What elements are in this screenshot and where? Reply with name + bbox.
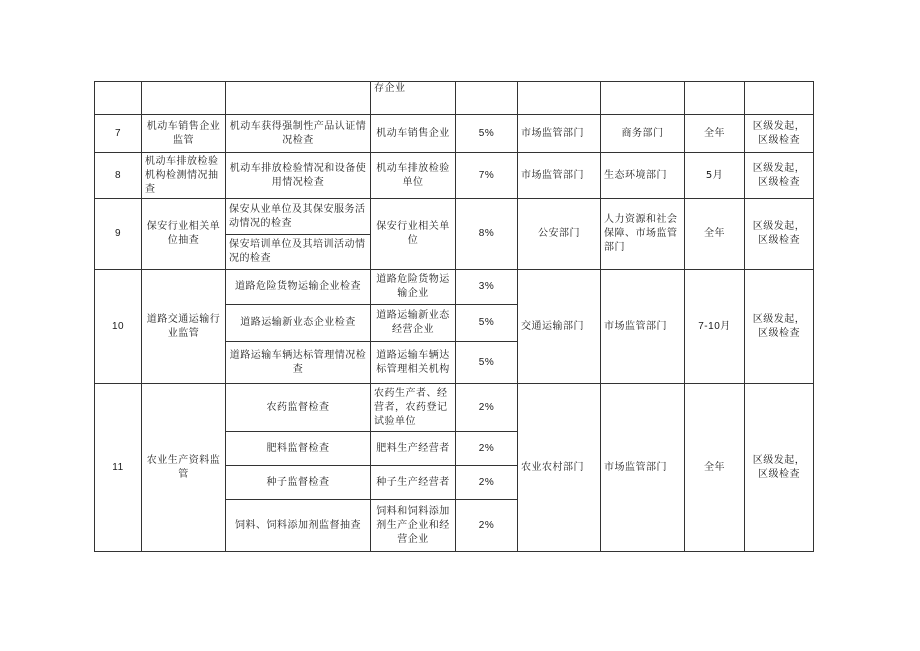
cell-target: 饲料和饲料添加剂生产企业和经营企业	[371, 500, 456, 552]
cell-ratio: 2%	[456, 500, 518, 552]
cell-target: 机动车排放检验单位	[371, 153, 456, 199]
cell-ratio: 2%	[456, 432, 518, 466]
cell-ratio: 5%	[456, 342, 518, 384]
cell-ratio: 7%	[456, 153, 518, 199]
cell-target: 道路运输车辆达标管理相关机构	[371, 342, 456, 384]
cell-partner: 商务部门	[601, 115, 685, 153]
table-row-continued	[95, 82, 814, 115]
table-row-9	[95, 199, 814, 235]
cell-target: 保安行业相关单位	[371, 199, 456, 270]
cell-partner	[601, 82, 685, 115]
cell-item: 保安行业相关单位抽查	[142, 199, 226, 270]
cell-target: 农药生产者、经营者，农药登记试验单位	[371, 384, 456, 432]
cell-lead	[518, 82, 601, 115]
cell-content: 道路运输车辆达标管理情况检查	[226, 342, 371, 384]
cell-no: 11	[95, 384, 142, 552]
cell-ratio: 3%	[456, 270, 518, 305]
cell-target: 道路危险货物运输企业	[371, 270, 456, 305]
cell-content: 农药监督检查	[226, 384, 371, 432]
cell-lead: 市场监管部门	[518, 153, 601, 199]
cell-item: 机动车销售企业监管	[142, 115, 226, 153]
table-row-7	[95, 115, 814, 153]
cell-time: 5月	[685, 153, 745, 199]
cell-target: 机动车销售企业	[371, 115, 456, 153]
cell-partner: 生态环境部门	[601, 153, 685, 199]
cell-time: 全年	[685, 115, 745, 153]
cell-lead: 市场监管部门	[518, 115, 601, 153]
cell-target: 种子生产经营者	[371, 466, 456, 500]
table-row-10	[95, 270, 814, 305]
cell-content: 机动车获得强制性产品认证情况检查	[226, 115, 371, 153]
cell-content: 肥料监督检查	[226, 432, 371, 466]
cell-mode: 区级发起，区级检查	[745, 384, 814, 552]
inspection-schedule-table	[94, 81, 814, 552]
cell-no: 8	[95, 153, 142, 199]
cell-content: 道路运输新业态企业检查	[226, 305, 371, 342]
cell-item	[142, 82, 226, 115]
cell-ratio: 5%	[456, 305, 518, 342]
cell-content: 饲料、饲料添加剂监督抽查	[226, 500, 371, 552]
cell-time: 全年	[685, 199, 745, 270]
cell-target: 道路运输新业态经营企业	[371, 305, 456, 342]
cell-content: 机动车排放检验情况和设备使用情况检查	[226, 153, 371, 199]
cell-target: 肥料生产经营者	[371, 432, 456, 466]
cell-content	[226, 82, 371, 115]
cell-content: 保安培训单位及其培训活动情况的检查	[226, 235, 371, 270]
cell-lead: 公安部门	[518, 199, 601, 270]
table-row-8	[95, 153, 814, 199]
cell-content: 保安从业单位及其保安服务活动情况的检查	[226, 199, 371, 235]
cell-ratio: 2%	[456, 384, 518, 432]
cell-ratio: 5%	[456, 115, 518, 153]
cell-partner: 市场监管部门	[601, 270, 685, 384]
cell-mode: 区级发起，区级检查	[745, 115, 814, 153]
cell-mode: 区级发起，区级检查	[745, 270, 814, 384]
cell-time	[685, 82, 745, 115]
cell-mode	[745, 82, 814, 115]
cell-item: 道路交通运输行业监管	[142, 270, 226, 384]
cell-partner: 市场监管部门	[601, 384, 685, 552]
cell-no: 9	[95, 199, 142, 270]
cell-no: 10	[95, 270, 142, 384]
cell-ratio: 2%	[456, 466, 518, 500]
cell-lead: 农业农村部门	[518, 384, 601, 552]
cell-item: 农业生产资料监管	[142, 384, 226, 552]
cell-ratio: 8%	[456, 199, 518, 270]
cell-ratio	[456, 82, 518, 115]
cell-target: 存企业	[371, 82, 456, 115]
cell-mode: 区级发起，区级检查	[745, 199, 814, 270]
cell-no	[95, 82, 142, 115]
cell-partner: 人力资源和社会保障、市场监管部门	[601, 199, 685, 270]
cell-item: 机动车排放检验机构检测情况抽查	[142, 153, 226, 199]
cell-time: 7-10月	[685, 270, 745, 384]
cell-no: 7	[95, 115, 142, 153]
cell-mode: 区级发起，区级检查	[745, 153, 814, 199]
cell-content: 道路危险货物运输企业检查	[226, 270, 371, 305]
cell-content: 种子监督检查	[226, 466, 371, 500]
table-row-11	[95, 384, 814, 432]
cell-lead: 交通运输部门	[518, 270, 601, 384]
cell-time: 全年	[685, 384, 745, 552]
